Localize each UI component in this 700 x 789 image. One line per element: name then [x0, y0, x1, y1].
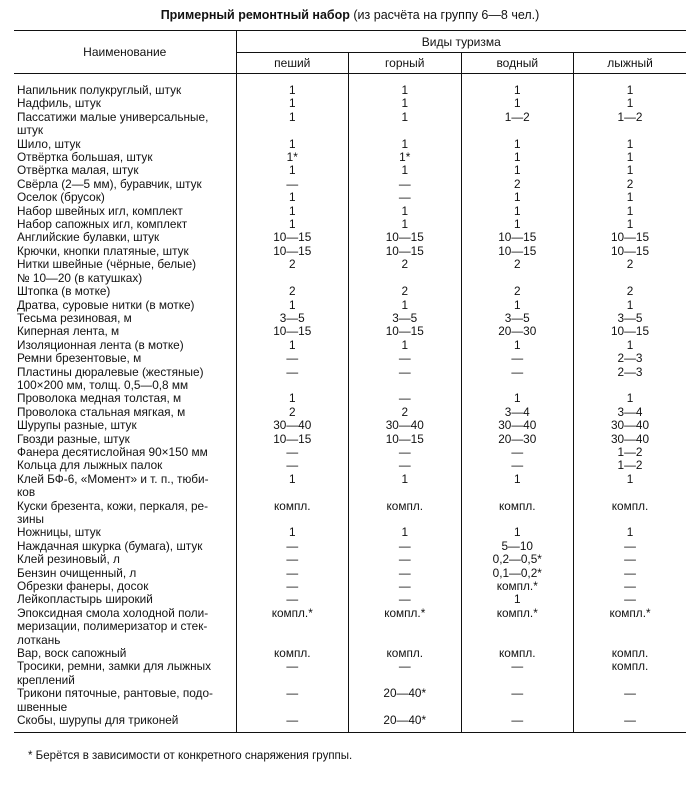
item-quantity-walking: 1 [236, 138, 349, 151]
table-row [14, 567, 686, 580]
item-quantity-mountain: 2 [349, 406, 462, 419]
item-quantity-mountain: компл. [349, 647, 462, 660]
item-quantity-walking: 10—15 [236, 433, 349, 446]
item-name: Проволока медная толстая, м [17, 391, 182, 406]
item-quantity-mountain: 10—15 [349, 325, 462, 338]
item-quantity-mountain: 2 [349, 258, 462, 285]
item-name: Куски брезента, кожи, перкаля, ре- зины [17, 498, 209, 526]
item-name-cell [14, 366, 236, 393]
item-quantity-water: 1 [461, 151, 574, 164]
item-quantity-mountain: 1 [349, 299, 462, 312]
item-quantity-water: 2 [461, 178, 574, 191]
item-quantity-mountain: 1 [349, 218, 462, 231]
table-row [14, 687, 686, 714]
item-quantity-mountain: 10—15 [349, 433, 462, 446]
item-name-cell [14, 312, 236, 325]
item-name: Проволока стальная мягкая, м [17, 404, 186, 419]
column-header-mountain: горный [349, 53, 462, 74]
item-name: Шило, штук [17, 136, 81, 151]
table-row [14, 299, 686, 312]
item-quantity-mountain: — [349, 446, 462, 459]
item-name: Ремни брезентовые, м [17, 351, 142, 366]
item-quantity-walking: 1 [236, 97, 349, 110]
item-quantity-walking: — [236, 540, 349, 553]
table-row [14, 459, 686, 472]
item-name-cell [14, 339, 236, 352]
item-quantity-ski: компл. [574, 660, 687, 687]
item-name: Бензин очищенный, л [17, 565, 137, 580]
item-quantity-ski: 10—15 [574, 245, 687, 258]
item-name-cell [14, 111, 236, 138]
item-quantity-mountain: 1 [349, 164, 462, 177]
table-row [14, 540, 686, 553]
item-quantity-mountain: 1* [349, 151, 462, 164]
item-quantity-mountain: 1 [349, 138, 462, 151]
item-quantity-ski: — [574, 567, 687, 580]
item-name: Лейкопластырь широкий [17, 592, 153, 607]
item-quantity-water: 1 [461, 164, 574, 177]
item-name-cell [14, 500, 236, 527]
table-row [14, 205, 686, 218]
item-quantity-walking: 1 [236, 74, 349, 98]
item-name-cell [14, 446, 236, 459]
item-quantity-walking: 1 [236, 392, 349, 405]
item-quantity-walking: 30—40 [236, 419, 349, 432]
item-quantity-water: 2 [461, 258, 574, 285]
item-name: Кольца для лыжных палок [17, 458, 163, 473]
item-name: Надфиль, штук [17, 96, 101, 111]
item-quantity-water: 1 [461, 97, 574, 110]
item-name: Эпоксидная смола холодной поли- меризации, полимеризатор и стек- лоткань [17, 605, 209, 647]
page-title [0, 8, 700, 22]
item-quantity-water: — [461, 446, 574, 459]
table-row [14, 647, 686, 660]
item-name: Ножницы, штук [17, 525, 101, 540]
item-quantity-walking: 1* [236, 151, 349, 164]
item-quantity-ski: 1 [574, 339, 687, 352]
item-quantity-water: 1 [461, 526, 574, 539]
item-name-cell [14, 258, 236, 285]
table-row [14, 111, 686, 138]
item-quantity-mountain: — [349, 459, 462, 472]
table-row [14, 218, 686, 231]
table-row [14, 433, 686, 446]
column-header-water: водный [461, 53, 574, 74]
item-quantity-water: 3—5 [461, 312, 574, 325]
item-quantity-mountain: 1 [349, 473, 462, 500]
item-name: Пластины дюралевые (жестяные) 100×200 мм, толщ. 0,5—0,8 мм [17, 364, 204, 392]
table-row [14, 500, 686, 527]
item-quantity-water: — [461, 687, 574, 714]
item-quantity-water: — [461, 714, 574, 732]
item-quantity-water: 5—10 [461, 540, 574, 553]
item-quantity-mountain: 30—40 [349, 419, 462, 432]
table-row [14, 191, 686, 204]
item-quantity-mountain: — [349, 366, 462, 393]
table-row [14, 325, 686, 338]
table-row [14, 593, 686, 606]
column-header-walking: пеший [236, 53, 349, 74]
item-quantity-ski: 1 [574, 97, 687, 110]
item-quantity-mountain: — [349, 392, 462, 405]
item-quantity-ski: компл. [574, 647, 687, 660]
item-quantity-ski: 1 [574, 299, 687, 312]
item-quantity-water: 1 [461, 138, 574, 151]
item-name-cell [14, 433, 236, 446]
item-name-cell [14, 553, 236, 566]
title-bold: Примерный ремонтный набор [160, 8, 350, 22]
table-row [14, 231, 686, 244]
item-quantity-water: 10—15 [461, 245, 574, 258]
item-quantity-mountain: 10—15 [349, 231, 462, 244]
item-quantity-mountain: — [349, 352, 462, 365]
item-name: Свёрла (2—5 мм), буравчик, штук [17, 176, 202, 191]
item-quantity-mountain: 2 [349, 285, 462, 298]
item-quantity-water: 10—15 [461, 231, 574, 244]
table-row [14, 473, 686, 500]
item-quantity-ski: — [574, 714, 687, 732]
item-quantity-mountain: — [349, 553, 462, 566]
item-name: Наждачная шкурка (бумага), штук [17, 538, 203, 553]
item-quantity-water: 1 [461, 205, 574, 218]
item-name-cell [14, 245, 236, 258]
item-quantity-walking: 2 [236, 406, 349, 419]
item-quantity-water: компл.* [461, 607, 574, 647]
item-quantity-ski: 1—2 [574, 111, 687, 138]
item-name-cell [14, 299, 236, 312]
repair-kit-table [14, 30, 686, 733]
item-quantity-walking: — [236, 459, 349, 472]
item-quantity-ski: 1—2 [574, 446, 687, 459]
item-name: Тросики, ремни, замки для лыжных креплений [17, 659, 212, 687]
item-quantity-water: 1 [461, 218, 574, 231]
item-quantity-ski: 1 [574, 191, 687, 204]
table-row [14, 366, 686, 393]
item-quantity-walking: — [236, 567, 349, 580]
item-quantity-water: 1 [461, 339, 574, 352]
item-quantity-water: — [461, 366, 574, 393]
item-quantity-ski: 2 [574, 285, 687, 298]
item-quantity-ski: 1 [574, 138, 687, 151]
item-quantity-mountain: компл. [349, 500, 462, 527]
table-row [14, 660, 686, 687]
item-quantity-walking: — [236, 446, 349, 459]
item-quantity-ski: компл. [574, 500, 687, 527]
item-quantity-mountain: — [349, 540, 462, 553]
table-body [14, 74, 686, 733]
item-quantity-walking: 1 [236, 191, 349, 204]
table-row [14, 406, 686, 419]
item-name: Обрезки фанеры, досок [17, 579, 149, 594]
item-quantity-ski: 3—5 [574, 312, 687, 325]
item-quantity-mountain: 1 [349, 97, 462, 110]
item-quantity-mountain: — [349, 567, 462, 580]
table-row [14, 245, 686, 258]
item-quantity-ski: 30—40 [574, 433, 687, 446]
item-name-cell [14, 647, 236, 660]
item-quantity-ski: — [574, 580, 687, 593]
table-row [14, 312, 686, 325]
item-quantity-ski: 1 [574, 151, 687, 164]
item-quantity-walking: 10—15 [236, 231, 349, 244]
item-quantity-walking: 10—15 [236, 325, 349, 338]
item-name: Изоляционная лента (в мотке) [17, 337, 184, 352]
table-row [14, 553, 686, 566]
item-name-cell [14, 285, 236, 298]
item-quantity-walking: компл.* [236, 607, 349, 647]
item-quantity-ski: — [574, 553, 687, 566]
item-quantity-walking: 1 [236, 205, 349, 218]
item-quantity-water: — [461, 352, 574, 365]
item-name: Фанера десятислойная 90×150 мм [17, 444, 208, 459]
item-name-cell [14, 526, 236, 539]
item-name-cell [14, 138, 236, 151]
item-quantity-ski: — [574, 540, 687, 553]
item-quantity-walking: 1 [236, 339, 349, 352]
item-name-cell [14, 406, 236, 419]
item-name-cell [14, 74, 236, 98]
item-quantity-water: компл.* [461, 580, 574, 593]
table-row [14, 258, 686, 285]
item-quantity-water: 3—4 [461, 406, 574, 419]
item-name-cell [14, 473, 236, 500]
item-name: Набор сапожных игл, комплект [17, 217, 188, 232]
item-quantity-walking: — [236, 714, 349, 732]
item-name: Вар, воск сапожный [17, 646, 127, 661]
item-name: Трикони пяточные, рантовые, подо- швенные [17, 686, 213, 714]
item-quantity-water: 1 [461, 191, 574, 204]
item-quantity-water: 20—30 [461, 433, 574, 446]
item-quantity-walking: — [236, 366, 349, 393]
item-name-cell [14, 714, 236, 732]
item-quantity-ski: 3—4 [574, 406, 687, 419]
item-quantity-water: 2 [461, 285, 574, 298]
item-quantity-walking: 1 [236, 164, 349, 177]
item-quantity-water: 20—30 [461, 325, 574, 338]
item-quantity-mountain: компл.* [349, 607, 462, 647]
item-name-cell [14, 607, 236, 647]
item-quantity-walking: 10—15 [236, 245, 349, 258]
item-quantity-water: компл. [461, 500, 574, 527]
item-quantity-mountain: — [349, 178, 462, 191]
item-name: Клей БФ-6, «Момент» и т. п., тюби- ков [17, 471, 209, 500]
item-name: Английские булавки, штук [17, 230, 160, 245]
item-quantity-mountain: 10—15 [349, 245, 462, 258]
item-quantity-mountain: 1 [349, 339, 462, 352]
item-quantity-ski: 2 [574, 258, 687, 285]
item-name-cell [14, 178, 236, 191]
item-quantity-ski: 1 [574, 526, 687, 539]
item-quantity-water: 0,2—0,5* [461, 553, 574, 566]
item-quantity-walking: — [236, 687, 349, 714]
item-quantity-ski: 2—3 [574, 352, 687, 365]
item-quantity-mountain: — [349, 593, 462, 606]
item-quantity-ski: 1 [574, 392, 687, 405]
table-row [14, 607, 686, 647]
item-quantity-mountain: 1 [349, 74, 462, 98]
item-quantity-ski: 1 [574, 74, 687, 98]
item-quantity-mountain: 20—40* [349, 687, 462, 714]
item-quantity-walking: — [236, 660, 349, 687]
item-quantity-walking: — [236, 553, 349, 566]
item-quantity-ski: 10—15 [574, 325, 687, 338]
item-name-cell [14, 97, 236, 110]
item-quantity-ski: 1 [574, 218, 687, 231]
item-quantity-ski: 1 [574, 164, 687, 177]
item-name: Пассатижи малые универсальные, штук [17, 109, 209, 138]
item-quantity-ski: 2 [574, 178, 687, 191]
item-name-cell [14, 459, 236, 472]
item-name: Штопка (в мотке) [17, 284, 111, 299]
item-name: Дратва, суровые нитки (в мотке) [17, 297, 195, 312]
item-name-cell [14, 151, 236, 164]
item-name-cell [14, 419, 236, 432]
footnote: * Берётся в зависимости от конкретного снаряжения группы. [28, 750, 353, 762]
table-row [14, 446, 686, 459]
item-name-cell [14, 164, 236, 177]
item-name-cell [14, 580, 236, 593]
item-quantity-mountain: 1 [349, 526, 462, 539]
item-name: Набор швейных игл, комплект [17, 203, 183, 218]
item-quantity-water: 1 [461, 74, 574, 98]
column-header-ski: лыжный [574, 53, 687, 74]
title-note: (из расчёта на группу 6—8 чел.) [353, 8, 540, 22]
item-quantity-water: — [461, 459, 574, 472]
item-quantity-walking: — [236, 352, 349, 365]
item-quantity-ski: — [574, 593, 687, 606]
item-name: Тесьма резиновая, м [17, 310, 132, 325]
table-row [14, 352, 686, 365]
item-quantity-mountain: 1 [349, 205, 462, 218]
item-quantity-ski: 1 [574, 473, 687, 500]
item-quantity-ski: компл.* [574, 607, 687, 647]
item-quantity-walking: 2 [236, 285, 349, 298]
item-quantity-water: компл. [461, 647, 574, 660]
item-name-cell [14, 205, 236, 218]
item-quantity-mountain: 1 [349, 111, 462, 138]
table-row [14, 526, 686, 539]
item-name-cell [14, 352, 236, 365]
item-quantity-walking: 1 [236, 526, 349, 539]
item-quantity-mountain: — [349, 580, 462, 593]
item-name-cell [14, 540, 236, 553]
item-quantity-walking: компл. [236, 500, 349, 527]
table-row [14, 164, 686, 177]
item-quantity-ski: 10—15 [574, 231, 687, 244]
item-name: Шурупы разные, штук [17, 418, 137, 433]
item-quantity-water: 1 [461, 299, 574, 312]
item-quantity-ski: 2—3 [574, 366, 687, 393]
item-quantity-mountain: 20—40* [349, 714, 462, 732]
item-quantity-walking: — [236, 178, 349, 191]
item-name-cell [14, 392, 236, 405]
table-row [14, 419, 686, 432]
table-row [14, 285, 686, 298]
item-quantity-walking: 2 [236, 258, 349, 285]
item-quantity-walking: компл. [236, 647, 349, 660]
item-quantity-water: 1—2 [461, 111, 574, 138]
table-row [14, 580, 686, 593]
item-quantity-walking: — [236, 580, 349, 593]
table-row [14, 178, 686, 191]
item-name: Оселок (брусок) [17, 190, 105, 205]
item-name: Отвёртка большая, штук [17, 150, 153, 165]
item-quantity-ski: 1 [574, 205, 687, 218]
item-quantity-walking: 3—5 [236, 312, 349, 325]
item-name: Киперная лента, м [17, 324, 120, 339]
item-name-cell [14, 567, 236, 580]
item-quantity-mountain: — [349, 191, 462, 204]
item-name: Нитки швейные (чёрные, белые) № 10—20 (в катушках) [17, 257, 197, 285]
item-quantity-water: 1 [461, 593, 574, 606]
item-quantity-ski: — [574, 687, 687, 714]
item-quantity-water: 30—40 [461, 419, 574, 432]
item-quantity-water: 0,1—0,2* [461, 567, 574, 580]
item-name: Клей резиновый, л [17, 552, 120, 567]
item-name-cell [14, 218, 236, 231]
item-name-cell [14, 660, 236, 687]
name-column-header: Наименование [14, 31, 236, 74]
item-name-cell [14, 191, 236, 204]
item-quantity-ski: 30—40 [574, 419, 687, 432]
item-quantity-mountain: — [349, 660, 462, 687]
item-quantity-walking: 1 [236, 111, 349, 138]
item-name: Отвёртка малая, штук [17, 163, 139, 178]
item-quantity-walking: 1 [236, 218, 349, 231]
table-row [14, 392, 686, 405]
item-name: Гвозди разные, штук [17, 431, 130, 446]
item-quantity-mountain: 3—5 [349, 312, 462, 325]
table-row [14, 97, 686, 110]
item-name-cell [14, 325, 236, 338]
table-row [14, 339, 686, 352]
item-name-cell [14, 231, 236, 244]
item-quantity-water: 1 [461, 392, 574, 405]
item-name: Крючки, кнопки платяные, штук [17, 243, 189, 258]
tourism-types-header: Виды туризма [236, 31, 686, 53]
table-row [14, 714, 686, 732]
item-name: Напильник полукруглый, штук [17, 83, 182, 97]
item-quantity-walking: — [236, 593, 349, 606]
item-name: Скобы, шурупы для триконей [17, 713, 179, 728]
item-quantity-ski: 1—2 [574, 459, 687, 472]
item-name-cell [14, 593, 236, 606]
item-quantity-water: 1 [461, 473, 574, 500]
item-quantity-walking: 1 [236, 473, 349, 500]
item-quantity-walking: 1 [236, 299, 349, 312]
table-row [14, 74, 686, 98]
table-row [14, 151, 686, 164]
item-name-cell [14, 687, 236, 714]
table-row [14, 138, 686, 151]
item-quantity-water: — [461, 660, 574, 687]
